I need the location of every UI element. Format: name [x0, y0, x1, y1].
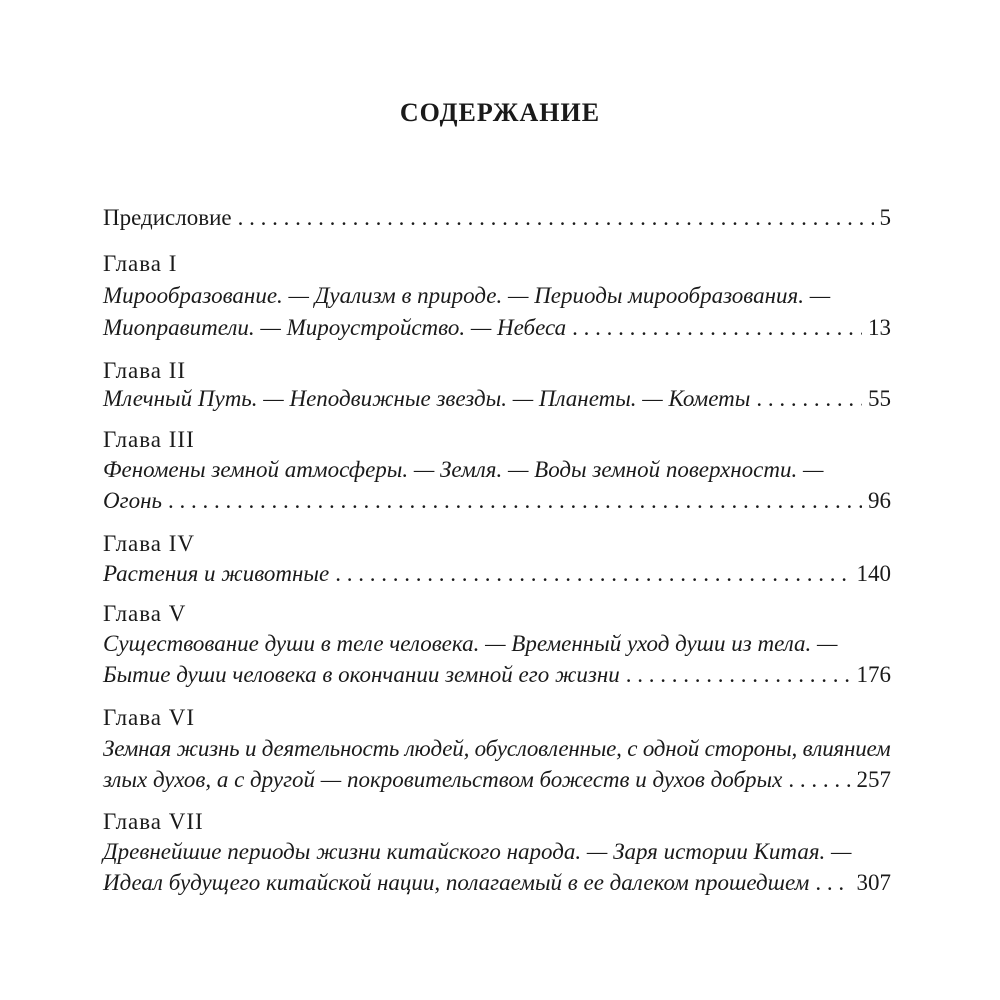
chapter-heading — [103, 806, 891, 838]
chapter-heading-text: Глава VII — [103, 809, 204, 834]
description-text: Мирообразование. — Дуализм в природе. — Периоды мирообразования. — — [103, 283, 831, 308]
chapter-heading — [103, 528, 891, 560]
dot-leader — [572, 312, 862, 344]
toc-entry-chapter-7[interactable] — [103, 867, 891, 899]
dot-leader — [626, 659, 851, 691]
page-number: 176 — [856, 662, 891, 687]
description-text: злых духов, а с другой — покровительством божеств и духов добрых — [103, 767, 783, 792]
chapter-description-line — [103, 280, 891, 312]
description-text: Огонь — [103, 488, 162, 513]
chapter-heading — [103, 598, 891, 630]
chapter-heading — [103, 248, 891, 280]
page-number: 5 — [879, 205, 891, 230]
toc-entry-chapter-2[interactable] — [103, 383, 891, 415]
chapter-heading — [103, 702, 891, 734]
chapter-description-line — [103, 836, 891, 868]
description-text: Феномены земной атмосферы. — Земля. — Воды земной поверхности. — — [103, 457, 824, 482]
page-number: 55 — [868, 386, 891, 411]
toc-entry-chapter-4[interactable] — [103, 558, 891, 590]
page-number: 96 — [868, 488, 891, 513]
chapter-heading-text: Глава II — [103, 358, 187, 383]
toc-entry-preface[interactable] — [103, 202, 891, 234]
dot-leader — [788, 764, 850, 796]
chapter-heading-text: Глава V — [103, 601, 187, 626]
toc-entry-chapter-3[interactable] — [103, 485, 891, 517]
page-number: 13 — [868, 315, 891, 340]
chapter-heading-text: Глава IV — [103, 531, 196, 556]
description-text: Миоправители. — Мироустройство. — Небеса — [103, 315, 567, 340]
chapter-heading-text: Глава I — [103, 251, 178, 276]
dot-leader — [815, 867, 850, 899]
chapter-description-line — [103, 733, 891, 765]
toc-entry-chapter-5[interactable] — [103, 659, 891, 691]
page-number: 307 — [856, 870, 891, 895]
description-text: Растения и животные — [103, 561, 330, 586]
chapter-description-line — [103, 628, 891, 660]
chapter-heading-text: Глава III — [103, 427, 195, 452]
chapter-heading — [103, 424, 891, 456]
dot-leader — [335, 558, 850, 590]
description-text: Бытие души человека в окончании земной его жизни — [103, 662, 620, 687]
dot-leader — [756, 383, 862, 415]
toc-entry-chapter-6[interactable] — [103, 764, 891, 796]
toc-entry-chapter-1[interactable] — [103, 312, 891, 344]
description-text: Идеал будущего китайской нации, полагаемый в ее далеком прошедшем — [103, 870, 810, 895]
description-text: Млечный Путь. — Неподвижные звезды. — Планеты. — Кометы — [103, 386, 751, 411]
page-number: 140 — [856, 561, 891, 586]
entry-title: Предисловие — [103, 205, 232, 230]
dot-leader — [238, 202, 874, 234]
description-text: Существование души в теле человека. — Временный уход души из тела. — — [103, 631, 838, 656]
description-text: Древнейшие периоды жизни китайского народа. — Заря истории Китая. — — [103, 839, 852, 864]
chapter-description-line — [103, 454, 891, 486]
page-title: СОДЕРЖАНИЕ — [399, 98, 601, 127]
chapter-heading-text: Глава VI — [103, 705, 196, 730]
description-text: Земная жизнь и деятельность людей, обусловленные, с одной стороны, влиянием — [103, 736, 891, 761]
page-number: 257 — [856, 767, 891, 792]
dot-leader — [168, 485, 862, 517]
